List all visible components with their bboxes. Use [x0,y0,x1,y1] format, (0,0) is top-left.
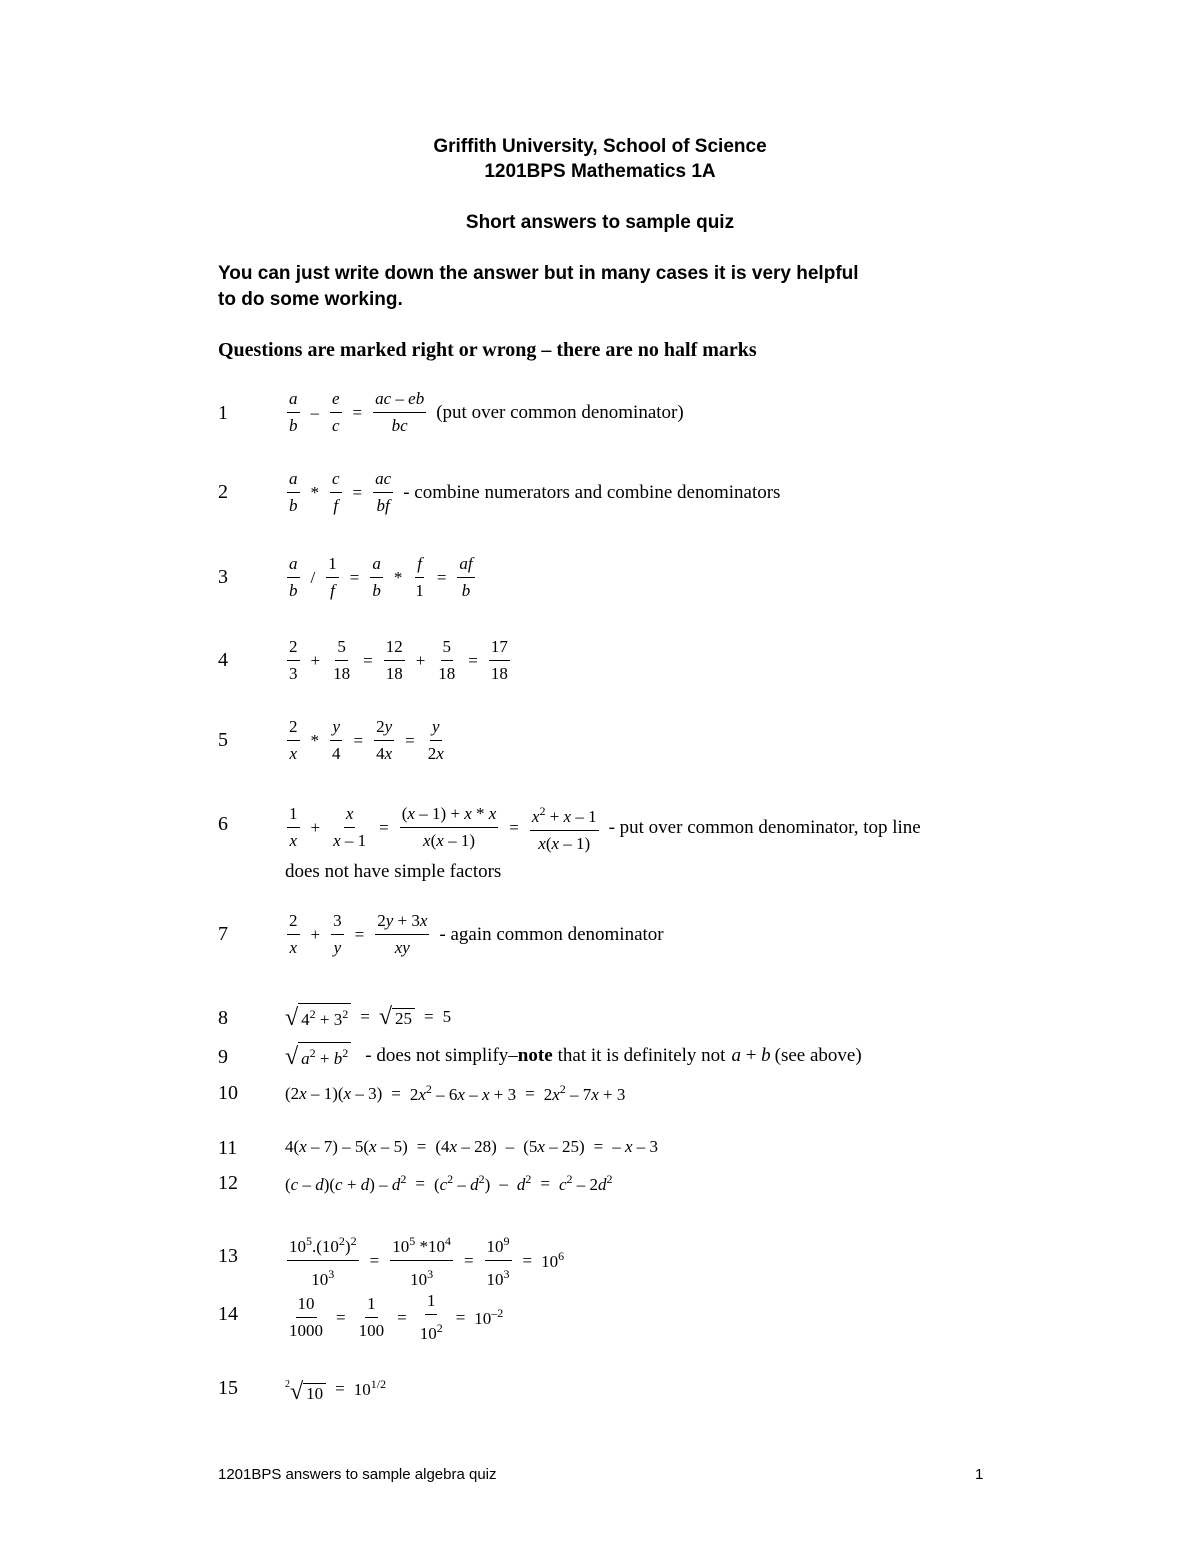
question-number: 8 [218,1007,228,1029]
document-title: Short answers to sample quiz [465,212,735,233]
answer-6-note: - put over common denominator, top line [608,816,921,838]
question-number: 14 [218,1303,238,1325]
answer-12: $(c - d)(c + d) - d^2$ = $(c^2 - d^2)$ – $d^2$ = $c^2 - 2d^2$ [285,1172,613,1194]
question-number: 10 [218,1082,238,1104]
answer-9-note-b: note [517,1044,553,1066]
answer-15: $^2$√ 10 = $10^{1/2}$ [285,1377,387,1405]
question-number: 3 [218,566,228,588]
question-number: 13 [218,1245,238,1267]
answer-9-note-d: (see above) [774,1044,862,1066]
answer-6: $\frac{1}{x}$ + $\frac{x}{x - 1}$ = $\frac{(x - 1) + x * x}{x(x - 1)}$ = $\frac{x^2 + x - 1}{x(x - 1)}$ - put over common denominator, top line [285,800,921,855]
answer-2: $\frac{a}{b}$ * $\frac{c}{f}$ = $\frac{ac}{bf}$ - combine numerators and combine denominators [289,469,781,515]
answer-7-note: - again common denominator [439,923,664,945]
question-number: 12 [218,1172,238,1194]
answer-9-note-a: - does not simplify– [365,1044,518,1066]
footer-text: 1201BPS answers to sample algebra quiz [218,1466,497,1483]
question-number: 7 [218,923,228,945]
answer-13: $\frac{10^5.(10^2)^2}{10^3}$ = $\frac{10^5 *10^4}{10^3}$ = $\frac{10^9}{10^3}$ = $10^6$ [285,1230,564,1291]
question-number: 11 [218,1137,238,1159]
answer-9: √ $a^2 + b^2$ - does not simplify– note that it is definitely not a + b (see above) [285,1044,862,1070]
answer-14: $\frac{10}{1000}$ = $\frac{1}{100}$ = $\frac{1}{10^2}$ = $10^{-2}$ [289,1291,504,1343]
university-title: Griffith University, School of Science [433,136,767,157]
answer-7: $\frac{2}{x}$ + $\frac{3}{y}$ = $\frac{2y + 3x}{xy}$ - again common denominator [289,911,664,957]
course-title: 1201BPS Mathematics 1A [484,161,716,182]
answer-2-note: - combine numerators and combine denominators [403,481,781,503]
answer-1: $\frac{a}{b}$ – $\frac{e}{c}$ = $\frac{ac - eb}{bc}$ (put over common denominator) [289,389,684,435]
answer-1-note: (put over common denominator) [436,401,684,423]
question-number: 15 [218,1377,238,1399]
answer-6-note-continued: does not have simple factors [285,861,502,882]
answer-8: √ $4^2 + 3^2$ = √ 25 = 5 [285,1003,452,1031]
answer-5: $\frac{2}{x}$ * $\frac{y}{4}$ = $\frac{2y}{4x}$ = $\frac{y}{2x}$ [289,717,444,763]
marking-rule: Questions are marked right or wrong – there are no half marks [218,339,757,361]
intro-line-2: to do some working. [218,289,403,310]
question-number: 9 [218,1046,228,1068]
question-number: 5 [218,729,228,751]
question-number: 4 [218,649,228,671]
answer-3: $\frac{a}{b}$ / $\frac{1}{f}$ = $\frac{a}{b}$ * $\frac{f}{1}$ = $\frac{af}{b}$ [289,554,473,600]
question-number: 6 [218,813,228,835]
answer-4: $\frac{2}{3}$ + $\frac{5}{18}$ = $\frac{12}{18}$ + $\frac{5}{18}$ = $\frac{17}{18}$ [289,637,508,683]
page-number: 1 [975,1466,984,1483]
answer-10: (2x – 1)(x – 3) = $2x^2 - 6x - x + 3$ = $2x^2 - 7x + 3$ [285,1082,626,1104]
question-number: 1 [218,402,228,424]
intro-line-1: You can just write down the answer but in many cases it is very helpful [218,263,859,284]
answer-9-note-c: that it is definitely not [557,1044,726,1066]
question-number: 2 [218,481,228,503]
answer-11: 4(x – 7) – 5(x – 5) = (4x – 28) – (5x – 25) = – x – 3 [285,1137,659,1156]
